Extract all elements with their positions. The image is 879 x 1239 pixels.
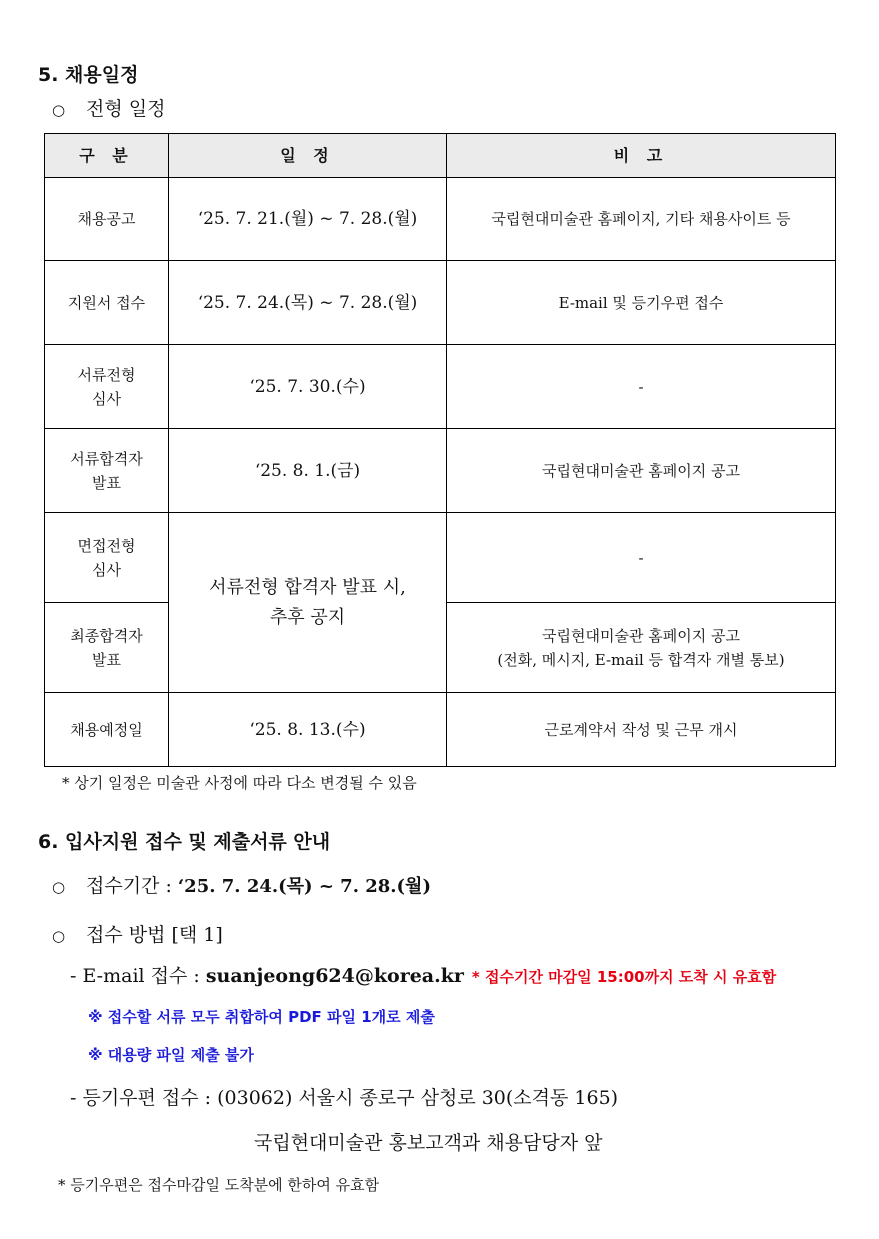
stage-cell: 서류합격자 발표 (45, 429, 169, 513)
schedule-table (44, 133, 836, 767)
application-method (52, 920, 223, 947)
email-deadline-warning: * 접수기간 마감일 15:00까지 도착 시 유효함 (471, 968, 777, 986)
note-cell: - (447, 345, 836, 429)
email-submission (70, 961, 776, 988)
method-label: 접수 방법 [택 1] (86, 924, 223, 946)
circle-bullet-icon: ○ (52, 878, 66, 896)
circle-bullet-icon: ○ (52, 101, 66, 119)
stage-cell: 면접전형 심사 (45, 513, 169, 603)
circle-bullet-icon: ○ (52, 927, 66, 945)
schedule-footnote: * 상기 일정은 미술관 사정에 따라 다소 변경될 수 있음 (62, 774, 417, 792)
mail-recipient: 국립현대미술관 홍보고객과 채용담당자 앞 (254, 1132, 603, 1154)
section5-title: 5. 채용일정 (38, 64, 139, 86)
application-period (52, 871, 431, 898)
stage-cell: 최종합격자 발표 (45, 603, 169, 693)
note-cell: - (447, 513, 836, 603)
subtitle-text: 전형 일정 (86, 98, 166, 120)
date-cell: ‘25. 7. 30.(수) (169, 345, 447, 429)
date-cell: ‘25. 8. 1.(금) (169, 429, 447, 513)
note-cell: 근로계약서 작성 및 근무 개시 (447, 693, 836, 767)
table-row (45, 513, 836, 603)
stage-cell: 지원서 접수 (45, 261, 169, 345)
date-cell: ‘25. 8. 13.(수) (169, 693, 447, 767)
header-remarks: 비 고 (447, 134, 836, 178)
note-cell: E-mail 및 등기우편 접수 (447, 261, 836, 345)
mail-footnote: * 등기우편은 접수마감일 도착분에 한하여 유효함 (58, 1176, 380, 1194)
period-label: 접수기간 : (86, 875, 178, 897)
email-address[interactable]: suanjeong624@korea.kr (205, 965, 464, 987)
date-cell-merged: 서류전형 합격자 발표 시, 추후 공지 (169, 513, 447, 693)
email-label: - E-mail 접수 : (70, 965, 206, 987)
section6-title: 6. 입사지원 접수 및 제출서류 안내 (38, 831, 331, 853)
stage-cell: 채용공고 (45, 178, 169, 261)
mail-submission: - 등기우편 접수 : (03062) 서울시 종로구 삼청로 30(소격동 165) (70, 1087, 619, 1109)
table-row (45, 693, 836, 767)
note-cell: 국립현대미술관 홈페이지, 기타 채용사이트 등 (447, 178, 836, 261)
section5-subtitle (52, 94, 165, 121)
date-cell: ‘25. 7. 21.(월) ~ 7. 28.(월) (169, 178, 447, 261)
table-row (45, 429, 836, 513)
header-schedule: 일 정 (169, 134, 447, 178)
note-cell: 국립현대미술관 홈페이지 공고 (전화, 메시지, E-mail 등 합격자 개별 통보) (447, 603, 836, 693)
date-cell: ‘25. 7. 24.(목) ~ 7. 28.(월) (169, 261, 447, 345)
header-category: 구 분 (45, 134, 169, 178)
table-row (45, 345, 836, 429)
period-value: ‘25. 7. 24.(목) ~ 7. 28.(월) (177, 876, 431, 897)
note-cell: 국립현대미술관 홈페이지 공고 (447, 429, 836, 513)
stage-cell: 채용예정일 (45, 693, 169, 767)
pdf-merge-note: ※ 접수할 서류 모두 취합하여 PDF 파일 1개로 제출 (88, 1008, 435, 1026)
table-row (45, 178, 836, 261)
large-file-note: ※ 대용량 파일 제출 불가 (88, 1046, 254, 1064)
stage-cell: 서류전형 심사 (45, 345, 169, 429)
table-row (45, 261, 836, 345)
